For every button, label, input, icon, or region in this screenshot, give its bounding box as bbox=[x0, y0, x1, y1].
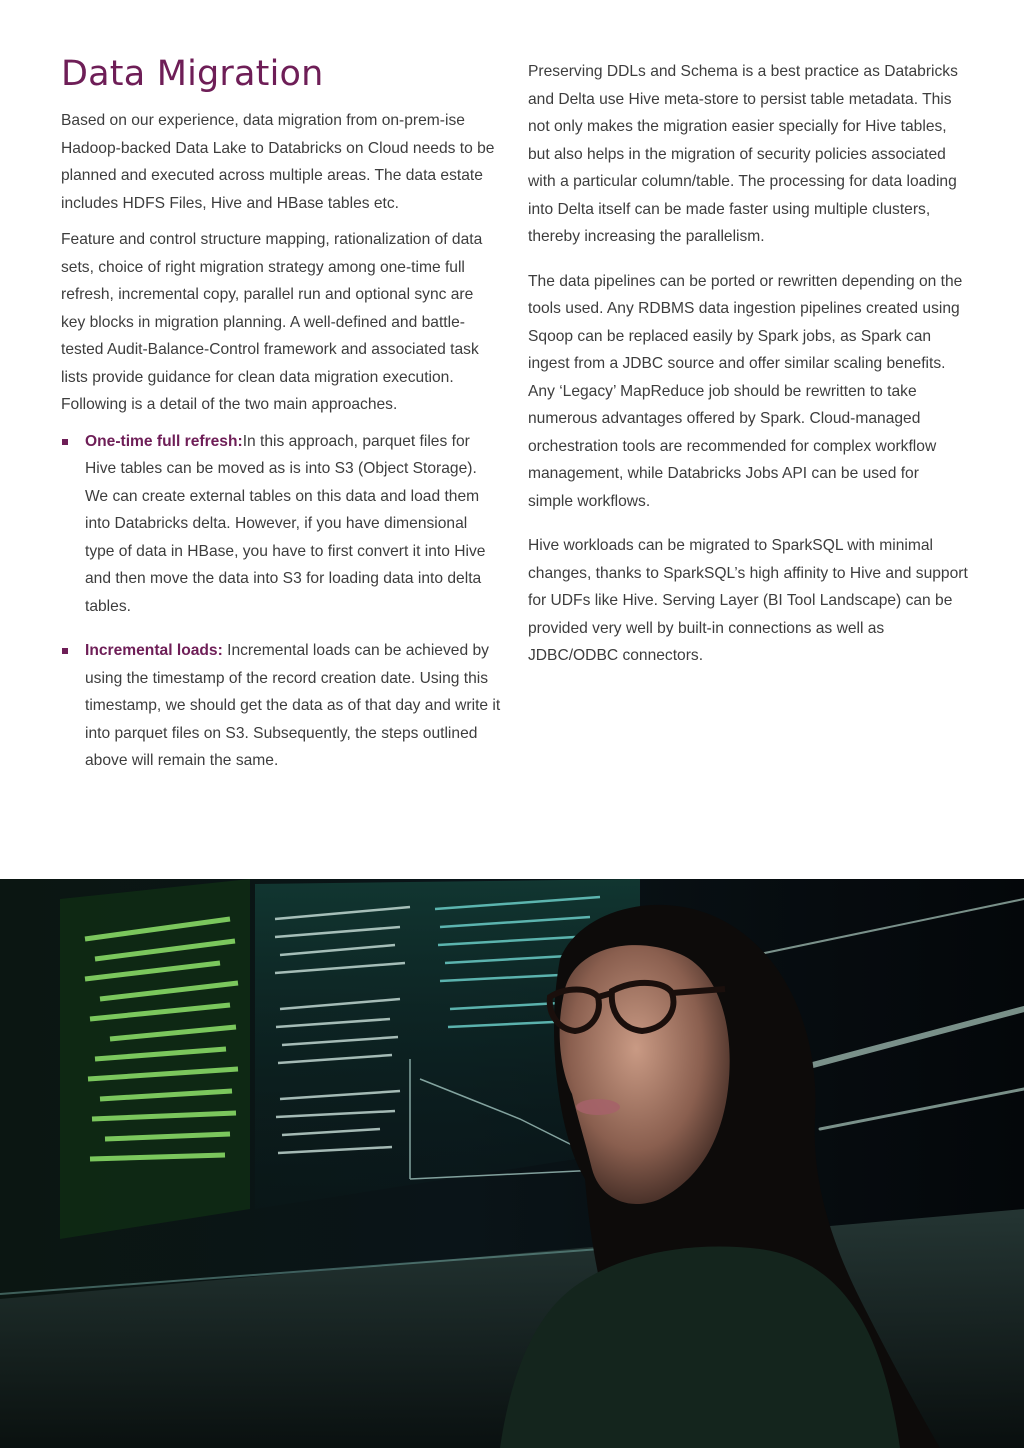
hero-photo bbox=[0, 879, 1024, 1448]
intro-paragraph: Based on our experience, data migration from on-prem-ise Hadoop-backed Data Lake to Databricks on Cloud needs to be planned and executed across multiple areas. The data estate includes HDFS Files, Hive and HBase tables etc. bbox=[61, 112, 495, 212]
bullet-term: Incremental loads: bbox=[85, 642, 223, 659]
hero-illustration bbox=[0, 879, 1024, 1448]
bullet-text: Incremental loads can be achieved by using the timestamp of the record creation date. Using this timestamp, we should get the data as of that day and write it into parquet files on S3. Subsequently, the steps outlined above will remain the same. bbox=[85, 642, 501, 769]
square-bullet-icon bbox=[62, 439, 68, 445]
ddl-schema-paragraph: Preserving DDLs and Schema is a best practice as Databricks and Delta use Hive meta-store to persist table metadata. This not only makes the migration easier specially for Hive tables, but also helps in the migration of security policies associated with a particular column/table. The processing for data loading into Delta itself can be made faster using multiple clusters, thereby increasing the parallelism. bbox=[528, 63, 958, 245]
list-item bbox=[61, 428, 501, 621]
approaches-list bbox=[61, 428, 501, 775]
planning-paragraph: Feature and control structure mapping, rationalization of data sets, choice of right migration strategy among one-time full refresh, incremental copy, parallel run and optional sync are key blocks in migration planning. A well-defined and battle-tested Audit-Balance-Control framework and associated task lists provide guidance for clean data migration execution. Following is a detail of the two main approaches. bbox=[61, 231, 483, 413]
bullet-text: In this approach, parquet files for Hive tables can be moved as is into S3 (Object Storage). We can create external tables on this data and load them into Databricks delta. However, if you have dimensional type of data in HBase, you have to first convert it into Hive and then move the data into S3 for loading data into delta tables. bbox=[85, 432, 486, 615]
hive-workloads-paragraph: Hive workloads can be migrated to SparkSQL with minimal changes, thanks to SparkSQL’s high affinity to Hive and support for UDFs like Hive. Serving Layer (BI Tool Landscape) can be provided very well by built-in connections as well as JDBC/ODBC connectors. bbox=[528, 537, 968, 664]
bullet-term: One-time full refresh: bbox=[85, 432, 243, 450]
square-bullet-icon bbox=[62, 648, 68, 654]
left-column bbox=[61, 107, 501, 792]
list-item bbox=[61, 637, 501, 775]
page-title: Data Migration bbox=[61, 54, 324, 94]
data-pipelines-paragraph: The data pipelines can be ported or rewritten depending on the tools used. Any RDBMS data ingestion pipelines created using Sqoop can be replaced easily by Spark jobs, as Spark can ingest from a JDBC source and offer similar scaling benefits. Any ‘Legacy’ MapReduce job should be rewritten to take numerous advantages offered by Spark. Cloud-managed orchestration tools are recommended for complex workflow management, while Databricks Jobs API can be used for simple workflows. bbox=[528, 272, 963, 510]
right-column bbox=[528, 58, 968, 687]
